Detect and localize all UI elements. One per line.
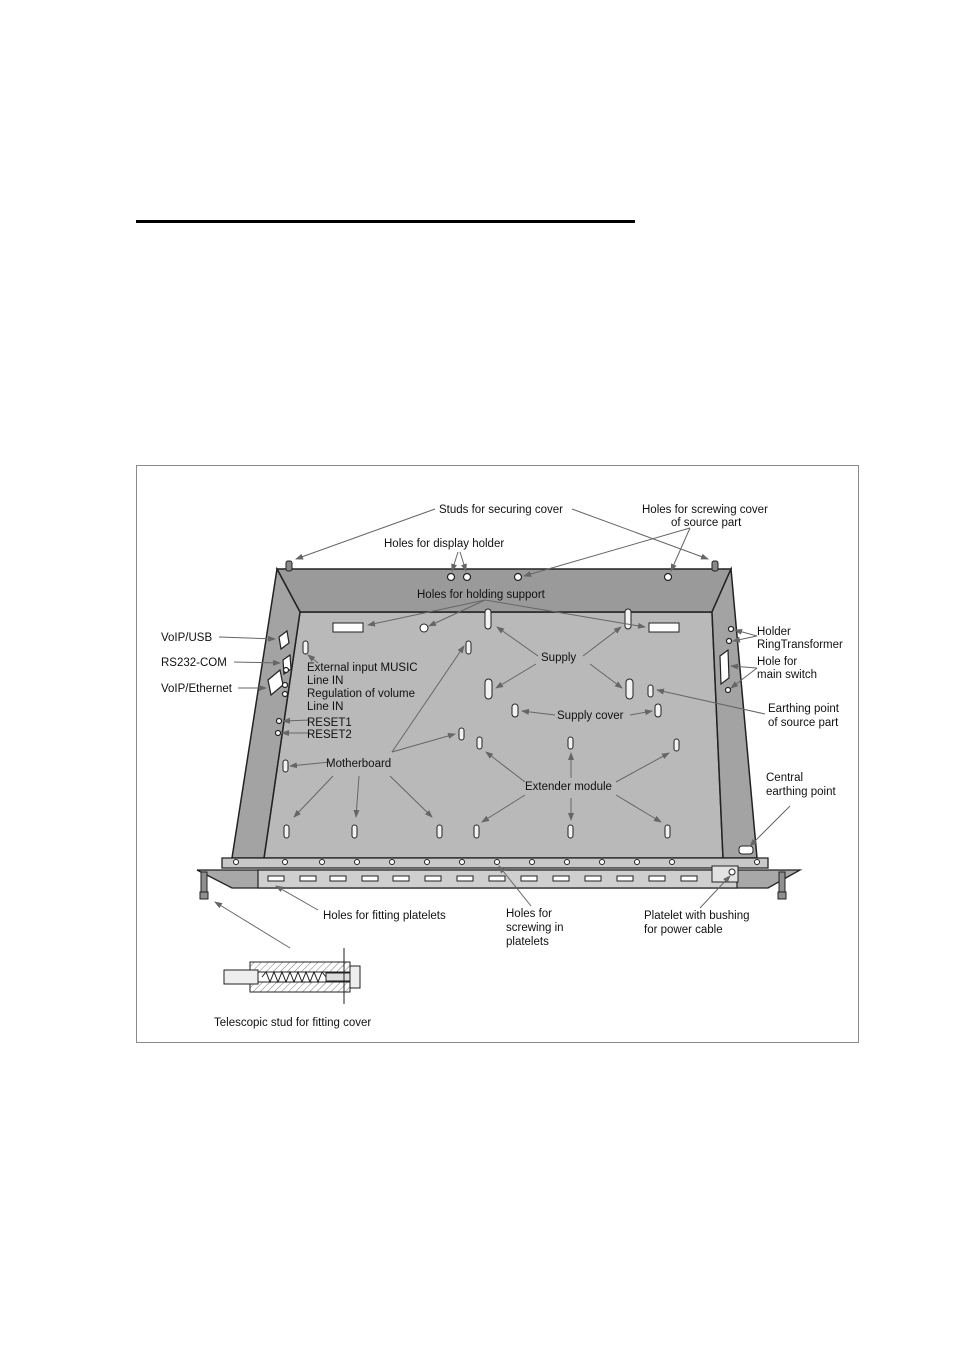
bushing-hole — [729, 869, 735, 875]
label-reg-volume-1: Regulation of volume — [307, 688, 416, 700]
label-screw-pl-3: platelets — [506, 936, 549, 948]
label-holes-support: Holes for holding support — [417, 589, 545, 601]
label-voip-usb: VoIP/USB — [161, 632, 213, 644]
top-stud-right — [712, 561, 718, 571]
label-extender: Extender module — [525, 781, 612, 793]
label-screw-pl-2: screwing in — [506, 922, 564, 934]
label-telescopic: Telescopic stud for fitting cover — [214, 1017, 372, 1029]
label-holes-screw-cover-1: Holes for screwing cover — [642, 504, 768, 516]
support-hole — [420, 624, 428, 632]
label-ext-input-1: External input MUSIC — [307, 662, 418, 674]
earthing-lug — [739, 846, 753, 854]
label-screw-pl-1: Holes for — [506, 908, 553, 920]
label-supply: Supply — [541, 652, 577, 664]
label-reset1: RESET1 — [307, 717, 352, 729]
label-central-2: earthing point — [766, 786, 836, 798]
label-earth-src-1: Earthing point — [768, 703, 839, 715]
label-supply-cover: Supply cover — [557, 710, 624, 722]
label-reset2: RESET2 — [307, 729, 352, 741]
support-slot-right — [649, 623, 679, 632]
label-bushing-2: for power cable — [644, 924, 723, 936]
top-stud-left — [286, 561, 292, 571]
label-bushing-1: Platelet with bushing — [644, 910, 750, 922]
label-holes-display: Holes for display holder — [384, 538, 505, 550]
label-holder-1: Holder — [757, 626, 791, 638]
support-slot-left — [333, 623, 363, 632]
label-holder-2: RingTransformer — [757, 639, 843, 651]
label-reg-volume-2: Line IN — [307, 701, 344, 713]
label-voip-eth: VoIP/Ethernet — [161, 683, 232, 695]
label-motherboard: Motherboard — [326, 758, 392, 770]
label-ext-input-2: Line IN — [307, 675, 344, 687]
label-central-1: Central — [766, 772, 804, 784]
label-earth-src-2: of source part — [768, 717, 839, 729]
label-switch-2: main switch — [757, 669, 818, 681]
label-holes-screw-cover-2: of source part — [671, 517, 742, 529]
label-studs-cover: Studs for securing cover — [439, 504, 564, 516]
label-rs232: RS232-COM — [161, 657, 227, 669]
telescopic-stud-drawing — [224, 948, 360, 1004]
label-fit-platelets: Holes for fitting platelets — [323, 910, 446, 922]
label-switch-1: Hole for — [757, 656, 798, 668]
